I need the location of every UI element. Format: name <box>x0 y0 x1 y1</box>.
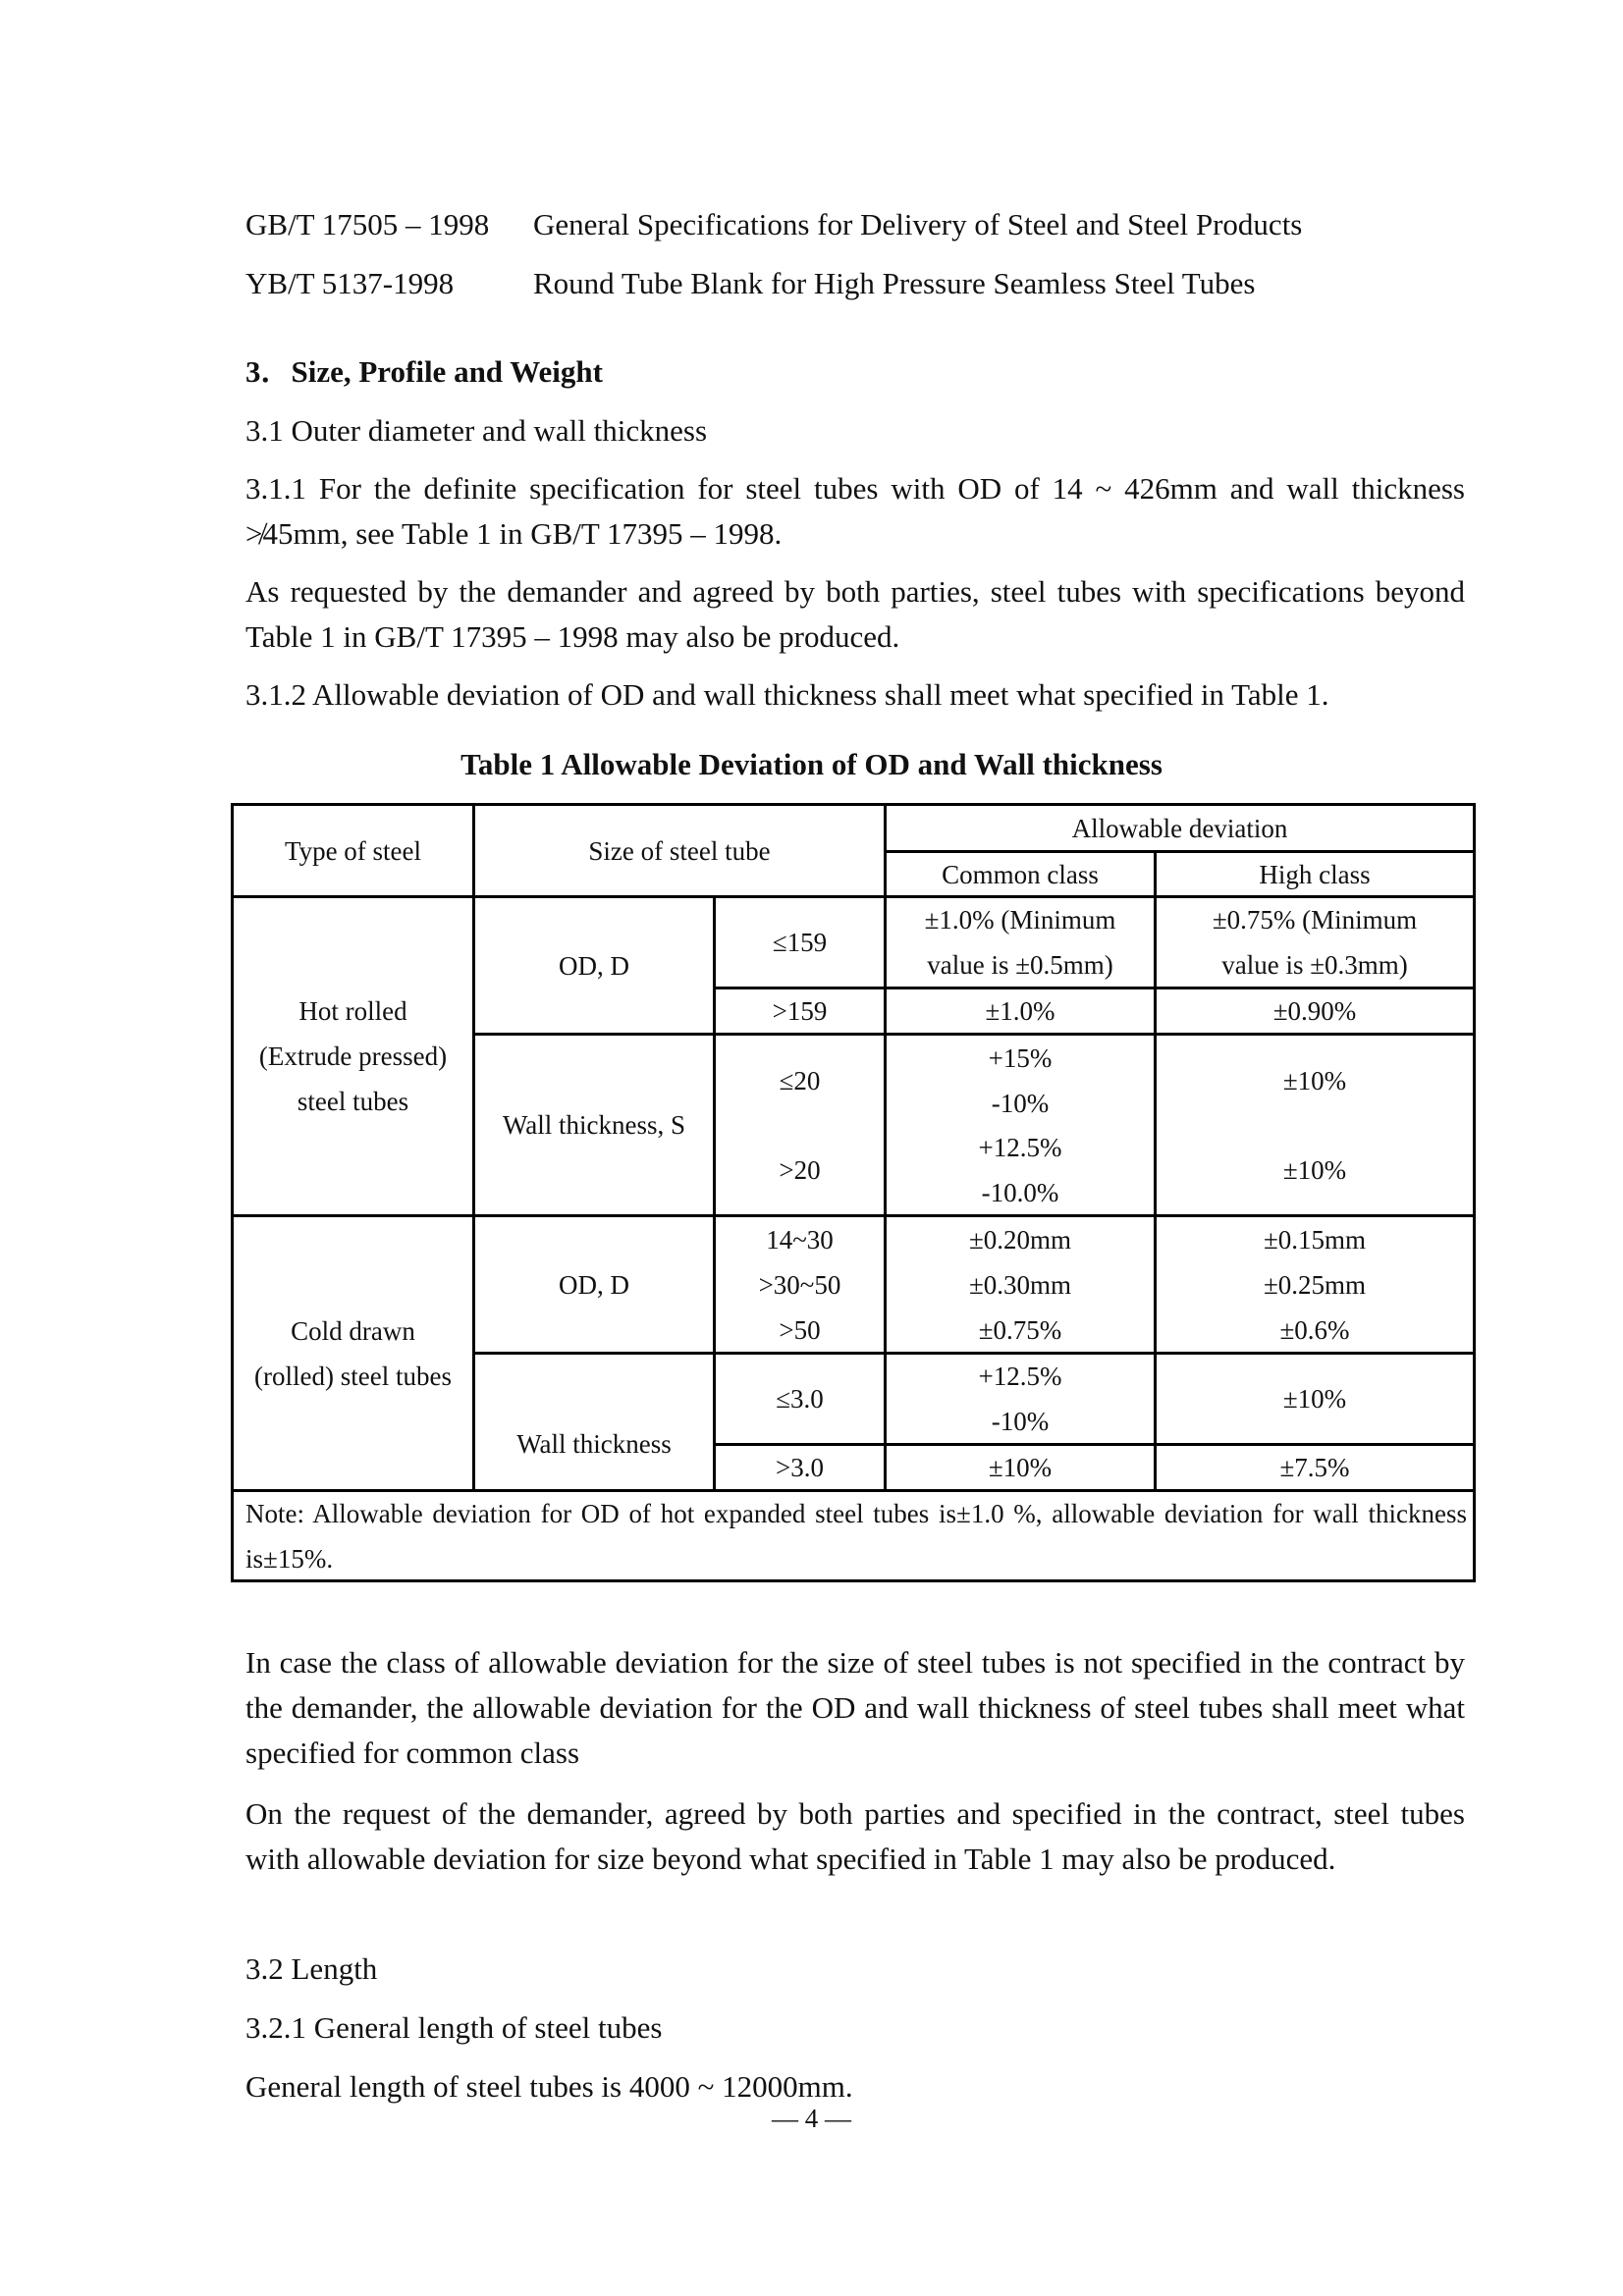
subsection-heading: 3.2 Length <box>245 1951 378 1986</box>
size-range <box>716 1446 884 1489</box>
high-class-value-list <box>1157 1217 1473 1352</box>
page-number: — 4 — <box>772 2104 851 2133</box>
subsection-heading: 3.1 Outer diameter and wall thickness <box>245 413 708 448</box>
type-line: Hot rolled <box>298 996 407 1026</box>
subsection-heading: 3.2.1 General length of steel tubes <box>245 2010 663 2045</box>
size-value: ≤20 <box>779 1066 821 1095</box>
paragraph: In case the class of allowable deviation for the size of steel tubes is not specified in the contract by the demander, the allowable deviation for the OD and wall thickness of steel tubes shall meet what specified for common class <box>245 1645 1465 1770</box>
paragraph: 3.1.2 Allowable deviation of OD and wall thickness shall meet what specified in Table 1. <box>245 677 1329 712</box>
header-allowable-deviation <box>887 806 1473 850</box>
size-value: 14~30 <box>766 1224 834 1255</box>
value-line: +12.5% <box>978 1362 1062 1391</box>
header-high-class <box>1157 853 1473 895</box>
common-class-value <box>887 898 1154 987</box>
value-line: ±0.25mm <box>1263 1269 1367 1300</box>
value-line: -10.0% <box>981 1178 1059 1207</box>
size-value: ≤159 <box>772 928 828 957</box>
type-line: Cold drawn <box>291 1315 415 1346</box>
high-class-value <box>1157 989 1473 1033</box>
value-line: ±0.75% (Minimum <box>1212 905 1418 934</box>
high-class-value <box>1157 1126 1473 1214</box>
type-hot-rolled <box>234 898 472 1214</box>
size-label: OD, D <box>559 1269 629 1300</box>
size-value: >30~50 <box>758 1269 841 1300</box>
size-range <box>716 1355 884 1443</box>
size-range <box>716 989 884 1033</box>
common-class-value-list <box>887 1217 1154 1352</box>
high-class-value <box>1157 1446 1473 1489</box>
reference-title: Round Tube Blank for High Pressure Seamless Steel Tubes <box>533 266 1256 300</box>
value-line: +12.5% <box>978 1133 1062 1162</box>
common-class-value <box>887 989 1154 1033</box>
table-caption: Table 1 Allowable Deviation of OD and Wall thickness <box>460 747 1163 781</box>
size-value: >3.0 <box>776 1453 824 1482</box>
value-line: ±1.0% <box>985 996 1055 1026</box>
size-value: ≤3.0 <box>776 1384 824 1414</box>
high-class-value <box>1157 1036 1473 1126</box>
header-type-of-steel <box>234 806 472 895</box>
value-line: ±0.20mm <box>968 1224 1072 1255</box>
value-line: +15% <box>988 1043 1053 1073</box>
header-label: Type of steel <box>284 835 422 866</box>
value-line: -10% <box>991 1407 1050 1436</box>
size-category-od <box>475 898 713 1033</box>
type-line: (rolled) steel tubes <box>254 1361 452 1391</box>
reference-code: GB/T 17505 – 1998 <box>245 207 490 241</box>
value-line: ±10% <box>1282 1384 1347 1414</box>
size-range <box>716 1036 884 1126</box>
high-class-value <box>1157 1355 1473 1443</box>
value-line: ±0.75% <box>978 1314 1062 1345</box>
size-category-od <box>475 1217 713 1352</box>
header-label: Common class <box>942 859 1099 889</box>
paragraph: On the request of the demander, agreed by both parties and specified in the contract, steel tubes with allowable deviation for size beyond what specified in Table 1 may also be produced. <box>245 1796 1465 1876</box>
common-class-value <box>887 1126 1154 1214</box>
common-class-value <box>887 1355 1154 1443</box>
value-line: ±10% <box>1282 1155 1347 1185</box>
value-line: ±0.90% <box>1272 996 1357 1026</box>
size-label: OD, D <box>559 950 629 981</box>
size-range-list <box>716 1217 884 1352</box>
value-line: ±7.5% <box>1279 1453 1350 1482</box>
high-class-value <box>1157 898 1473 987</box>
paragraph: As requested by the demander and agreed by both parties, steel tubes with specifications beyond Table 1 in GB/T 17395 – 1998 may also be produced. <box>245 574 1465 654</box>
value-line: ±1.0% (Minimum <box>924 905 1116 934</box>
section-heading: 3．Size, Profile and Weight <box>245 354 603 389</box>
size-range <box>716 1126 884 1214</box>
value-line: value is ±0.3mm) <box>1221 950 1408 980</box>
reference-code: YB/T 5137-1998 <box>245 266 455 300</box>
common-class-value <box>887 1446 1154 1489</box>
type-line: (Extrude pressed) <box>258 1041 448 1071</box>
size-value: >20 <box>779 1155 821 1185</box>
size-range <box>716 898 884 987</box>
header-size-of-steel-tube <box>475 806 884 895</box>
type-line: steel tubes <box>297 1087 409 1116</box>
paragraph: General length of steel tubes is 4000 ~ 12000mm. <box>245 2069 853 2104</box>
size-label: Wall thickness, S <box>502 1110 686 1140</box>
value-line: -10% <box>991 1089 1050 1118</box>
paragraph: 3.1.1 For the definite specification for steel tubes with OD of 14 ~ 426mm and wall thickness ≯45mm, see Table 1 in GB/T 17395 – 1998. <box>245 471 1465 551</box>
header-common-class <box>887 853 1154 895</box>
type-cold-drawn <box>234 1217 472 1489</box>
size-category-wall-thickness <box>475 1355 713 1489</box>
value-line: ±0.15mm <box>1263 1224 1367 1255</box>
header-label: Allowable deviation <box>1071 813 1288 843</box>
size-category-wall-thickness <box>475 1036 713 1214</box>
reference-title: General Specifications for Delivery of Steel and Steel Products <box>533 207 1303 241</box>
table-note: Note: Allowable deviation for OD of hot expanded steel tubes is±1.0 %, allowable deviation for wall thickness is±15%. <box>245 1499 1467 1574</box>
value-line: ±10% <box>1282 1066 1347 1095</box>
table-border <box>1473 803 1476 1582</box>
size-label: Wall thickness <box>516 1428 672 1459</box>
value-line: ±10% <box>988 1453 1053 1482</box>
size-value: >50 <box>779 1314 821 1345</box>
size-value: >159 <box>772 996 828 1026</box>
value-line: ±0.6% <box>1279 1314 1350 1345</box>
header-label: High class <box>1259 859 1371 889</box>
common-class-value <box>887 1036 1154 1126</box>
header-label: Size of steel tube <box>588 835 771 866</box>
value-line: ±0.30mm <box>968 1269 1072 1300</box>
value-line: value is ±0.5mm) <box>927 950 1113 980</box>
